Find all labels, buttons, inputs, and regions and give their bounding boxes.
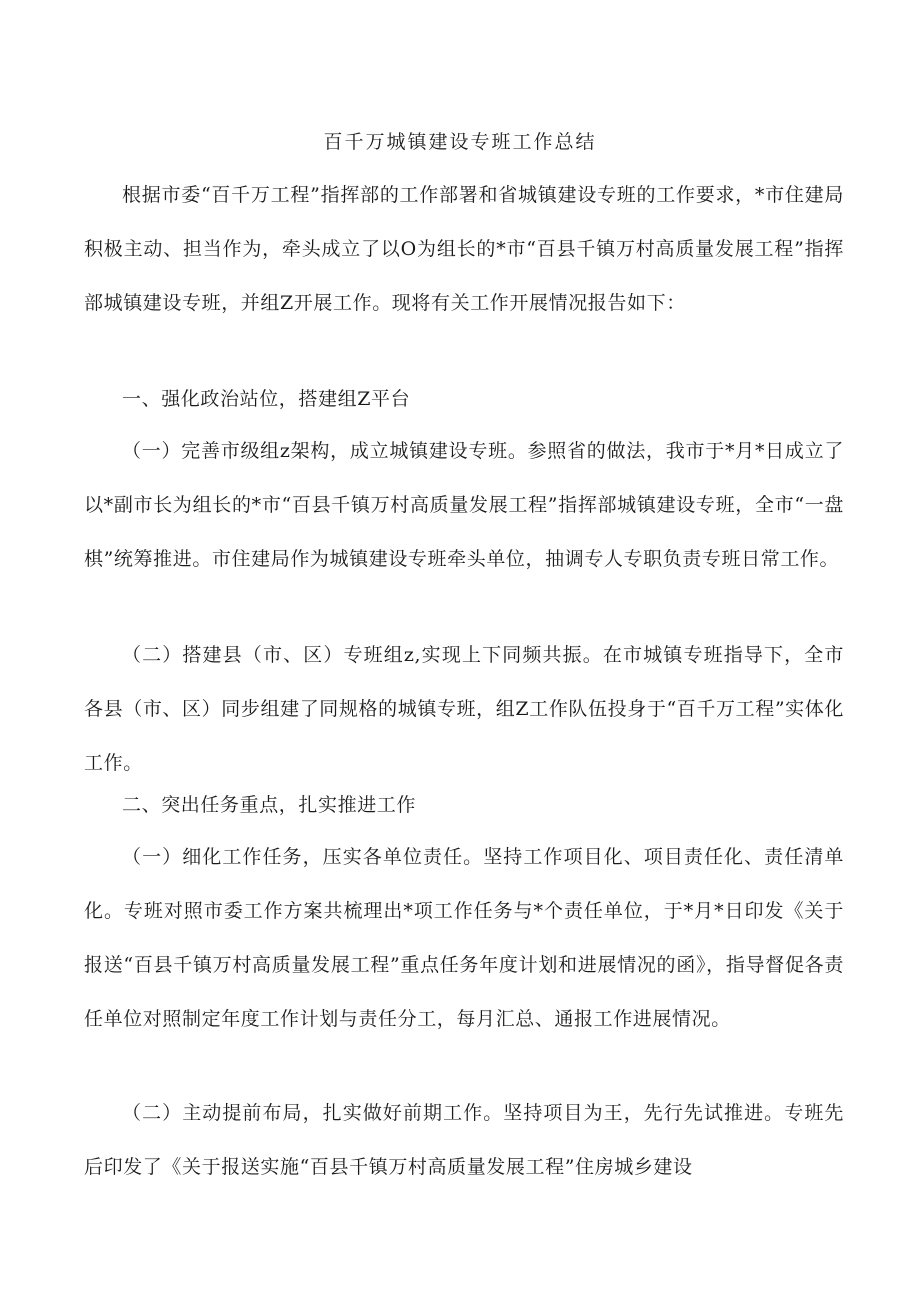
- paragraph-2-1: （一）细化工作任务，压实各单位责任。坚持工作项目化、项目责任化、责任清单化。专班对照市委工作方案共梳理出*项工作任务与*个责任单位，于*月*日印发《关于报送“百县千镇万村高质量发展工程”重点任务年度计划和进展情况的函》，指导督促各责任单位对照制定年度工作计划与责任分工，每月汇总、通报工作进展情况。: [84, 846, 844, 1030]
- section-heading-1: 一、强化政治站位，搭建组Z平台: [122, 388, 411, 410]
- paragraph-1-1: （一）完善市级组z架构，成立城镇建设专班。参照省的做法，我市于*月*日成立了以*副市长为组长的*市“百县千镇万村高质量发展工程”指挥部城镇建设专班，全市“一盘棋”统筹推进。市住建局作为城镇建设专班牵头单位，抽调专人专职负责专班日常工作。: [84, 440, 844, 570]
- intro-paragraph: 根据市委“百千万工程”指挥部的工作部署和省城镇建设专班的工作要求，*市住建局积极主动、担当作为，牵头成立了以O为组长的*市“百县千镇万村高质量发展工程”指挥部城镇建设专班，并组Z开展工作。现将有关工作开展情况报告如下：: [84, 184, 844, 314]
- paragraph-1-2: （二）搭建县（市、区）专班组z,实现上下同频共振。在市城镇专班指导下，全市各县（市、区）同步组建了同规格的城镇专班，组Z工作队伍投身于“百千万工程”实体化工作。: [84, 644, 844, 774]
- section-heading-2: 二、突出任务重点，扎实推进工作: [122, 794, 417, 816]
- paragraph-2-2: （二）主动提前布局，扎实做好前期工作。坚持项目为王，先行先试推进。专班先后印发了《关于报送实施“百县千镇万村高质量发展工程”住房城乡建设: [84, 1102, 844, 1178]
- document-title: 百千万城镇建设专班工作总结: [323, 131, 597, 153]
